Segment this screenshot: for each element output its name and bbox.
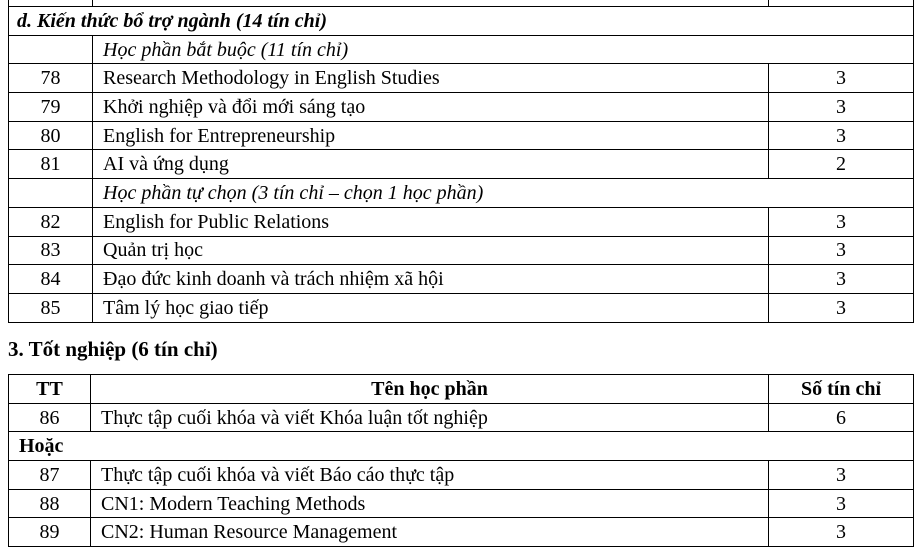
row-number: 88 xyxy=(9,489,91,518)
row-number: 82 xyxy=(9,207,93,236)
table-row xyxy=(9,293,914,322)
table-row xyxy=(9,236,914,265)
subsection-header-row xyxy=(9,35,914,64)
course-name: CN1: Modern Teaching Methods xyxy=(91,489,769,518)
row-number: 83 xyxy=(9,236,93,265)
course-name: English for Public Relations xyxy=(93,207,769,236)
table-row xyxy=(9,461,914,490)
or-label: Hoặc xyxy=(9,432,914,461)
table-row xyxy=(9,518,914,547)
course-credits: 3 xyxy=(769,207,914,236)
course-name: Tâm lý học giao tiếp xyxy=(93,293,769,322)
course-name: Quản trị học xyxy=(93,236,769,265)
section-header-row xyxy=(9,7,914,36)
course-name: Thực tập cuối khóa và viết Khóa luận tốt nghiệp xyxy=(91,403,769,432)
table-row xyxy=(9,403,914,432)
column-header-tt: TT xyxy=(9,375,91,404)
credits-table-graduation xyxy=(8,374,914,547)
course-credits: 3 xyxy=(769,265,914,294)
course-credits: 3 xyxy=(769,64,914,93)
row-number: 79 xyxy=(9,93,93,122)
course-credits: 2 xyxy=(769,150,914,179)
course-credits: 3 xyxy=(769,461,914,490)
course-name: Thực tập cuối khóa và viết Báo cáo thực tập xyxy=(91,461,769,490)
section-3-heading: 3. Tốt nghiệp (6 tín chỉ) xyxy=(8,337,218,361)
course-credits: 3 xyxy=(769,236,914,265)
row-number: 78 xyxy=(9,64,93,93)
row-number: 85 xyxy=(9,293,93,322)
course-credits: 3 xyxy=(769,93,914,122)
subsection-title-elective: Học phần tự chọn (3 tín chỉ – chọn 1 học phần) xyxy=(93,179,914,208)
subsection-title-required: Học phần bắt buộc (11 tín chỉ) xyxy=(93,35,914,64)
course-credits: 3 xyxy=(769,489,914,518)
course-credits: 3 xyxy=(769,518,914,547)
table-row xyxy=(9,93,914,122)
subsection-header-row xyxy=(9,179,914,208)
or-row xyxy=(9,432,914,461)
table-row xyxy=(9,489,914,518)
course-name: Research Methodology in English Studies xyxy=(93,64,769,93)
course-name: Đạo đức kinh doanh và trách nhiệm xã hội xyxy=(93,265,769,294)
column-header-name: Tên học phần xyxy=(91,375,769,404)
section-title: d. Kiến thức bổ trợ ngành (14 tín chỉ) xyxy=(9,7,914,36)
course-name: CN2: Human Resource Management xyxy=(91,518,769,547)
row-number: 84 xyxy=(9,265,93,294)
table-row xyxy=(9,121,914,150)
course-name: English for Entrepreneurship xyxy=(93,121,769,150)
row-number: 89 xyxy=(9,518,91,547)
course-credits: 3 xyxy=(769,121,914,150)
column-header-credits: Số tín chỉ xyxy=(769,375,914,404)
table-row xyxy=(9,207,914,236)
row-number: 87 xyxy=(9,461,91,490)
course-credits: 6 xyxy=(769,403,914,432)
table-row xyxy=(9,64,914,93)
course-credits: 3 xyxy=(769,293,914,322)
course-name: AI và ứng dụng xyxy=(93,150,769,179)
table-row xyxy=(9,265,914,294)
table-header-row xyxy=(9,375,914,404)
credits-table-section-d xyxy=(8,0,914,323)
course-name: Khởi nghiệp và đổi mới sáng tạo xyxy=(93,93,769,122)
table-row xyxy=(9,150,914,179)
row-number: 80 xyxy=(9,121,93,150)
row-number: 86 xyxy=(9,403,91,432)
row-number: 81 xyxy=(9,150,93,179)
